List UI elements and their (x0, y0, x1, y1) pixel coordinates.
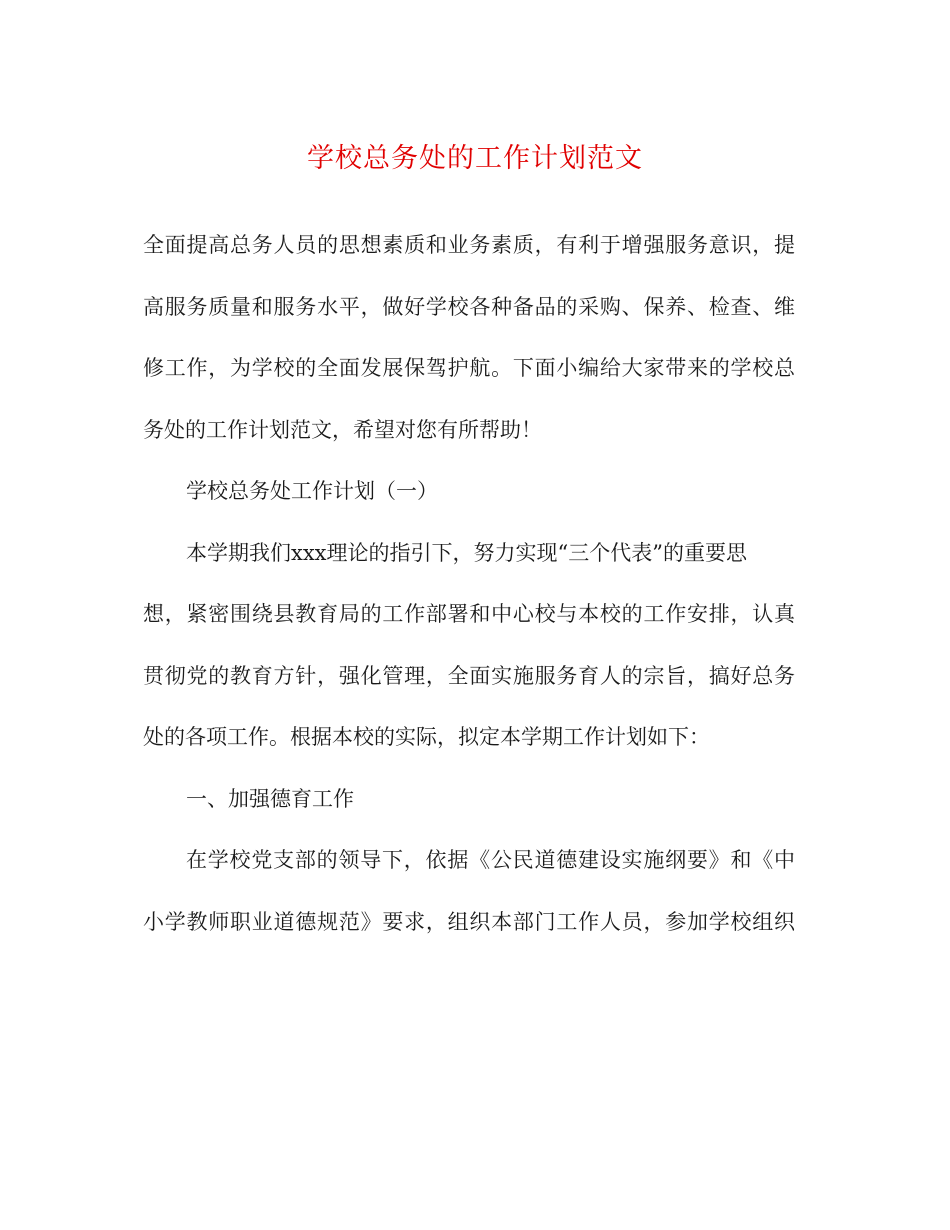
text-line: 本学期我们xxx理论的指引下，努力实现“三个代表”的重要思 (186, 540, 747, 565)
text-line: 在学校党支部的领导下，依据《公民道德建设实施纲要》和《中 (186, 848, 795, 872)
text-line: 贯彻党的教育方针，强化管理，全面实施服务育人的宗旨，搞好总务 (143, 663, 795, 688)
text-line: 处的各项工作。根据本校的实际，拟定本学期工作计划如下： (143, 725, 710, 749)
section-heading: 一、加强德育工作 (186, 786, 354, 811)
text-line: 全面提高总务人员的思想素质和业务素质，有利于增强服务意识，提 (143, 233, 795, 257)
text-line: 务处的工作计划范文，希望对您有所帮助！ (143, 417, 542, 442)
text-line: 想，紧密围绕县教育局的工作部署和中心校与本校的工作安排，认真 (143, 602, 795, 626)
document-body (143, 230, 795, 968)
section-heading: 学校总务处工作计划（一） (186, 479, 438, 503)
text-line: 修工作，为学校的全面发展保驾护航。下面小编给大家带来的学校总 (143, 356, 795, 380)
document-title: 学校总务处的工作计划范文 (307, 143, 643, 174)
text-line: 高服务质量和服务水平，做好学校各种备品的采购、保养、检查、维 (143, 294, 795, 319)
text-line: 小学教师职业道德规范》要求，组织本部门工作人员，参加学校组织 (143, 909, 795, 934)
